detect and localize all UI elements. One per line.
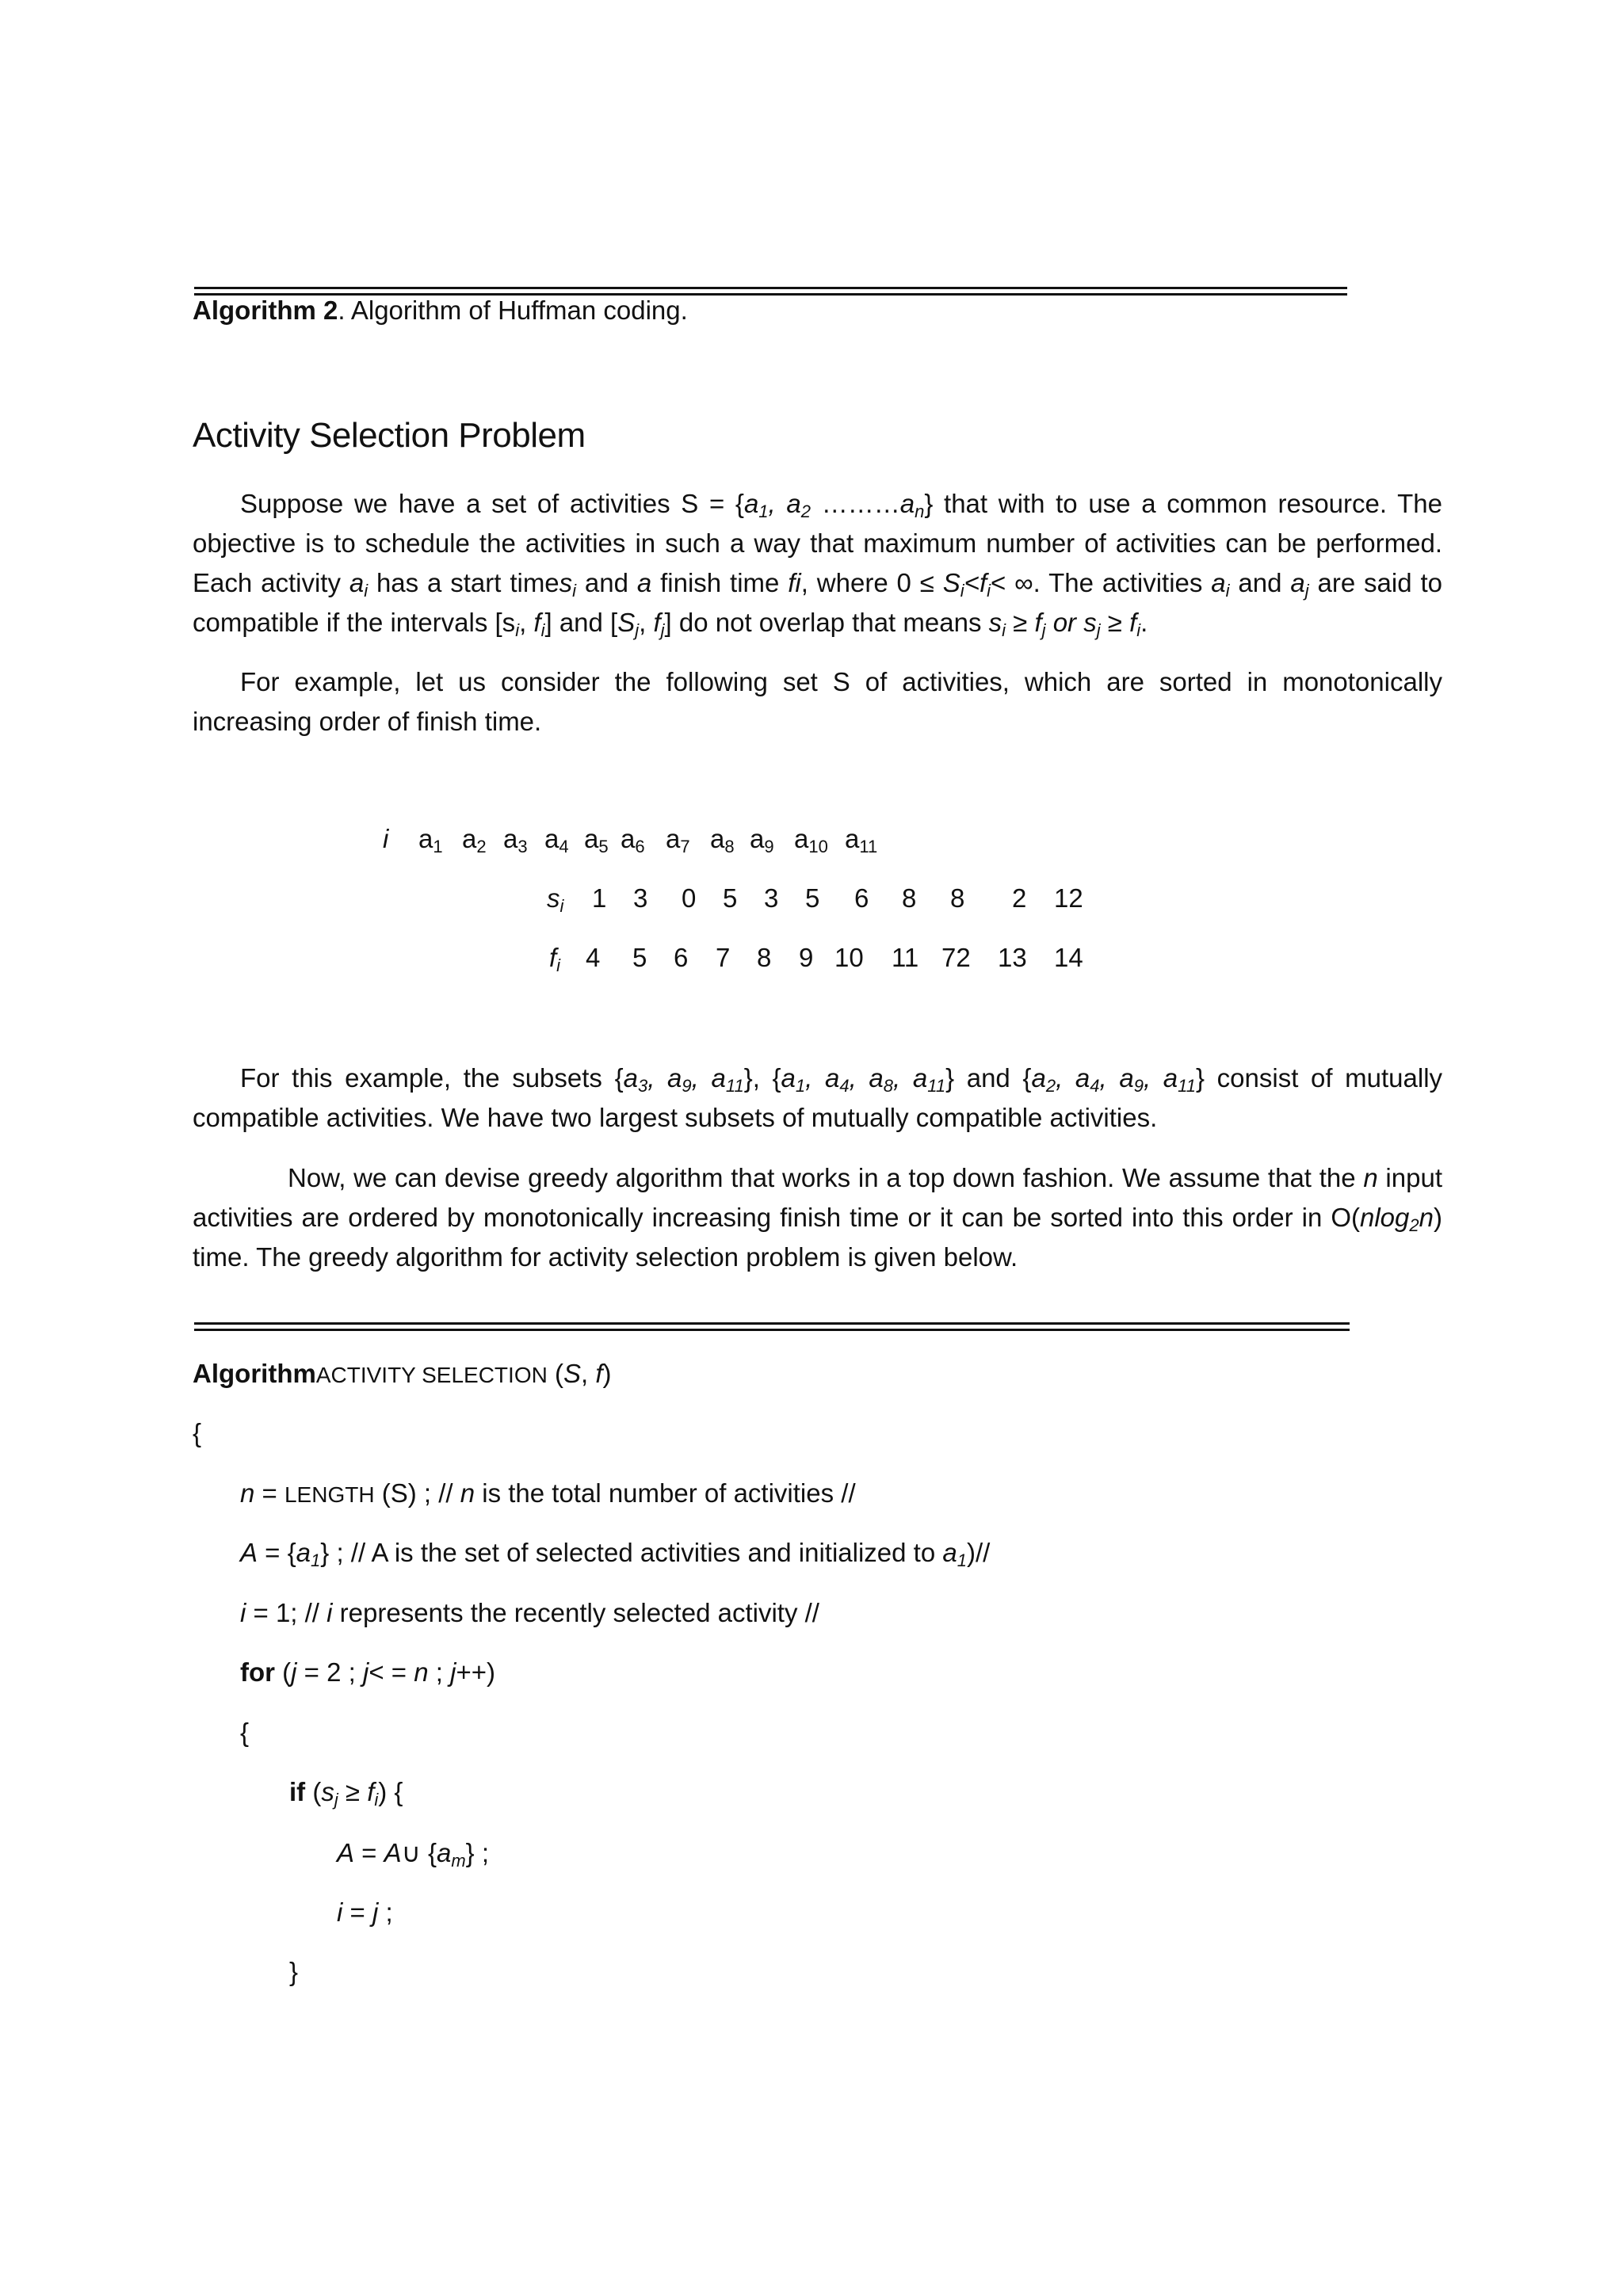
code-line-for: for (j = 2 ; j< = n ; j++) [240,1657,495,1687]
code-line-init-i: i = 1; // i represents the recently selected activity // [240,1598,819,1627]
table-cell-a1: $a_1$ [418,824,443,856]
table-cell: 9 [799,943,814,972]
table-cell: 14 [1054,943,1083,972]
table-cell: 11 [892,943,919,972]
table-cell-a11: $a_{11}$ [845,824,878,856]
code-brace-open: { [193,1418,202,1447]
code-brace-close: } [289,1957,299,1986]
table-cell: 7 [716,943,731,972]
algorithm-rule [194,1322,1350,1331]
table-cell: 1 [592,883,607,913]
table-cell: 4 [586,943,601,972]
code-line-if: if $(s_j \ge f_i)$ { [289,1777,403,1810]
code-line-union: A = A∪ $\{a_m\}$ ; [337,1838,490,1871]
table-cell: 8 [757,943,772,972]
table-row-finish-times [0,943,1623,982]
table-cell: 5 [632,943,647,972]
table-cell-a6: $a_6$ [621,824,645,856]
caption-label: Algorithm 2 [193,296,338,325]
table-cell: 6 [674,943,689,972]
caption-text: . Algorithm of Huffman coding. [338,296,688,325]
figure-caption [193,291,688,330]
table-cell-a10: $a_{10}$ [794,824,828,856]
table-cell: 0 [682,883,697,913]
table-cell: 72 [941,943,971,972]
table-cell-a3: $a_3$ [503,824,528,856]
table-cell: 2 [1012,883,1027,913]
table-cell-a4: $a_4$ [544,824,569,856]
table-label-f: $f_i$ [549,943,561,975]
table-cell-a5: $a_5$ [584,824,609,856]
table-cell: 3 [764,883,779,913]
code-line-length: n = LENGTH (S) ; // n is the total number of activities // [240,1478,856,1508]
table-cell-a9: $a_9$ [750,824,774,856]
paragraph-example: For example, let us consider the following set S of activities, which are sorted in monotonically increasing order of finish time. [193,667,1442,736]
table-cell: 13 [998,943,1027,972]
table-row-activities [0,824,1623,864]
table-cell: 5 [723,883,738,913]
table-cell: 8 [902,883,917,913]
code-line-assign-i: i = j ; [337,1897,393,1927]
code-brace-for: { [240,1718,250,1747]
paragraph-subsets: For this example, the subsets {$a_3$, $a_9$, $a_{11}$}, {$a_1$, $a_4$, $a_8$, $a_{11}$} and {$a_2$, $a_4$, $a_9$, $a_{11}$} consist of mutually compatible activities. We have two largest subsets of mutually compatible activities. [193,1063,1443,1132]
table-cell: 3 [633,883,648,913]
table-cell: 10 [834,943,864,972]
table-cell: 8 [950,883,965,913]
table-label-i: i [383,824,389,853]
table-cell-a2: $a_2$ [462,824,487,856]
table-row-start-times [0,883,1623,923]
table-cell-a7: $a_7$ [666,824,690,856]
table-label-s: $s_i$ [547,883,564,916]
section-title: Activity Selection Problem [193,416,586,455]
paragraph-intro: Suppose we have a set of activities $S = \{a_1$, $a_2$ $\dots\dots\dots a_n$} that with to use a common resource. The objective is to schedule the activities in such a way that maximum number of activities can be performed. Each activity $a_i$ has a start times$_i$ and a finish time fi, where $0 \le S_i<f_i<$ ∞. The activities $a_i$ and $a_j$ are said to compatible if the intervals [$s_i$, $f_i$] and [$S_j$, $f_j$] do not overlap that means $s_i \ge f_j$ or $s_j \ge f_i$. [193,489,1442,640]
code-line-init-a: $A = \{a_1\}$ ; // A is the set of selected activities and initialized to $a_1)//$ [240,1538,991,1570]
table-cell: 5 [805,883,820,913]
table-cell: 6 [854,883,869,913]
table-cell-a8: $a_8$ [710,824,735,856]
algorithm-header: AlgorithmACTIVITY SELECTION (S, f) [193,1359,612,1388]
table-cell: 12 [1054,883,1083,913]
paragraph-greedy: Now, we can devise greedy algorithm that works in a top down fashion. We assume that the n input activities are ordered by monotonically increasing finish time or it can be sorted into this order in O(nlog$_2$n) time. The greedy algorithm for activity selection problem is given below. [193,1163,1442,1272]
